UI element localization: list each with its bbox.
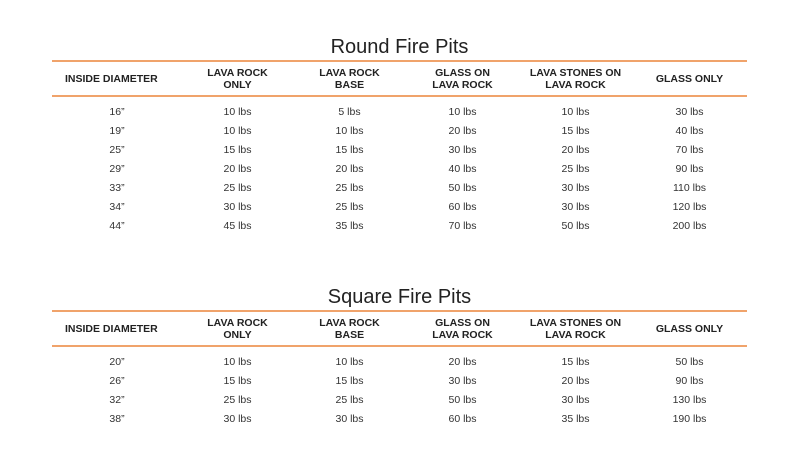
table-row [52, 122, 747, 141]
weight-cell: 120 lbs [672, 201, 707, 213]
weight-cell: 25 lbs [335, 394, 364, 406]
weight-cell: 90 lbs [675, 375, 704, 387]
table-row [52, 160, 747, 179]
diameter-cell: 44” [109, 220, 125, 232]
weight-cell: 25 lbs [561, 163, 590, 175]
weight-cell: 5 lbs [338, 106, 361, 118]
square-fire-pits-section [52, 284, 747, 429]
weight-cell: 90 lbs [675, 163, 704, 175]
column-header-label: LAVA STONES ON [529, 66, 622, 79]
weight-cell: 10 lbs [561, 106, 590, 118]
column-header-label: GLASS ONLY [655, 72, 724, 85]
weight-cell: 10 lbs [335, 356, 364, 368]
weight-cell: 20 lbs [561, 144, 590, 156]
weight-cell: 15 lbs [561, 356, 590, 368]
weight-cell: 20 lbs [448, 125, 477, 137]
diameter-cell: 16” [109, 106, 125, 118]
table-row [52, 141, 747, 160]
weight-cell: 50 lbs [448, 394, 477, 406]
column-header [406, 311, 519, 346]
weight-cell: 15 lbs [335, 375, 364, 387]
weight-cell: 60 lbs [448, 201, 477, 213]
column-header [519, 311, 632, 346]
diameter-cell: 29” [109, 163, 125, 175]
round-fire-pits-section [52, 34, 747, 236]
table-row [52, 179, 747, 198]
weight-cell: 50 lbs [561, 220, 590, 232]
column-header-label: LAVA ROCK [432, 328, 493, 341]
diameter-cell: 34” [109, 201, 125, 213]
weight-cell: 20 lbs [448, 356, 477, 368]
weight-cell: 30 lbs [223, 413, 252, 425]
weight-cell: 10 lbs [223, 125, 252, 137]
column-header-label: GLASS ONLY [655, 322, 724, 335]
table-row [52, 346, 747, 372]
table-row [52, 217, 747, 236]
diameter-cell: 33” [109, 182, 125, 194]
diameter-cell: 38” [109, 413, 125, 425]
weight-cell: 40 lbs [675, 125, 704, 137]
weight-cell: 10 lbs [448, 106, 477, 118]
diameter-cell: 19” [109, 125, 125, 137]
weight-cell: 45 lbs [223, 220, 252, 232]
column-header [293, 61, 406, 96]
table-row [52, 391, 747, 410]
diameter-cell: 20” [109, 356, 125, 368]
weight-cell: 30 lbs [335, 413, 364, 425]
column-header [182, 61, 293, 96]
square-fire-pits-title: Square Fire Pits [327, 286, 472, 308]
weight-cell: 25 lbs [223, 394, 252, 406]
weight-cell: 25 lbs [335, 201, 364, 213]
weight-cell: 50 lbs [675, 356, 704, 368]
column-header [406, 61, 519, 96]
weight-cell: 50 lbs [448, 182, 477, 194]
column-header-label: BASE [334, 78, 365, 91]
column-header-label: ONLY [223, 78, 252, 91]
weight-cell: 110 lbs [672, 182, 707, 194]
column-header [293, 311, 406, 346]
weight-cell: 130 lbs [672, 394, 707, 406]
column-header-label: LAVA ROCK [432, 78, 493, 91]
weight-cell: 25 lbs [223, 182, 252, 194]
weight-cell: 25 lbs [335, 182, 364, 194]
column-header-label: BASE [334, 328, 365, 341]
column-header [519, 61, 632, 96]
round-fire-pits-title: Round Fire Pits [330, 36, 469, 58]
square-fire-pits-table [52, 310, 747, 429]
table-row [52, 198, 747, 217]
weight-cell: 30 lbs [675, 106, 704, 118]
column-header-label: LAVA ROCK [207, 66, 268, 79]
weight-cell: 15 lbs [561, 125, 590, 137]
weight-cell: 70 lbs [675, 144, 704, 156]
round-fire-pits-table [52, 60, 747, 236]
column-header-label: LAVA ROCK [207, 316, 268, 329]
diameter-cell: 26” [109, 375, 125, 387]
weight-cell: 15 lbs [335, 144, 364, 156]
weight-cell: 10 lbs [335, 125, 364, 137]
weight-cell: 10 lbs [223, 106, 252, 118]
column-header [52, 311, 182, 346]
table-header-row [52, 311, 747, 346]
table-row [52, 410, 747, 429]
weight-cell: 30 lbs [561, 201, 590, 213]
column-header-label: LAVA ROCK [545, 78, 606, 91]
column-header-label: GLASS ON [435, 316, 490, 329]
weight-cell: 35 lbs [335, 220, 364, 232]
column-header-label: LAVA ROCK [319, 316, 380, 329]
column-header-label: INSIDE DIAMETER [65, 72, 158, 85]
weight-cell: 15 lbs [223, 375, 252, 387]
table-row [52, 372, 747, 391]
column-header [632, 61, 747, 96]
weight-cell: 200 lbs [672, 220, 707, 232]
column-header [632, 311, 747, 346]
column-header-label: ONLY [223, 328, 252, 341]
weight-cell: 20 lbs [335, 163, 364, 175]
column-header-label: LAVA ROCK [319, 66, 380, 79]
table-row [52, 96, 747, 122]
weight-cell: 30 lbs [448, 144, 477, 156]
column-header-label: GLASS ON [435, 66, 490, 79]
weight-cell: 40 lbs [448, 163, 477, 175]
weight-cell: 30 lbs [448, 375, 477, 387]
column-header-label: LAVA ROCK [545, 328, 606, 341]
weight-cell: 30 lbs [561, 394, 590, 406]
diameter-cell: 32” [109, 394, 125, 406]
column-header-label: INSIDE DIAMETER [65, 322, 158, 335]
column-header-label: LAVA STONES ON [529, 316, 622, 329]
weight-cell: 60 lbs [448, 413, 477, 425]
weight-cell: 10 lbs [223, 356, 252, 368]
column-header [182, 311, 293, 346]
table-header-row [52, 61, 747, 96]
weight-cell: 15 lbs [223, 144, 252, 156]
weight-cell: 35 lbs [561, 413, 590, 425]
weight-cell: 20 lbs [561, 375, 590, 387]
weight-cell: 30 lbs [561, 182, 590, 194]
column-header [52, 61, 182, 96]
weight-cell: 20 lbs [223, 163, 252, 175]
weight-cell: 190 lbs [672, 413, 707, 425]
diameter-cell: 25” [109, 144, 125, 156]
weight-cell: 30 lbs [223, 201, 252, 213]
weight-cell: 70 lbs [448, 220, 477, 232]
